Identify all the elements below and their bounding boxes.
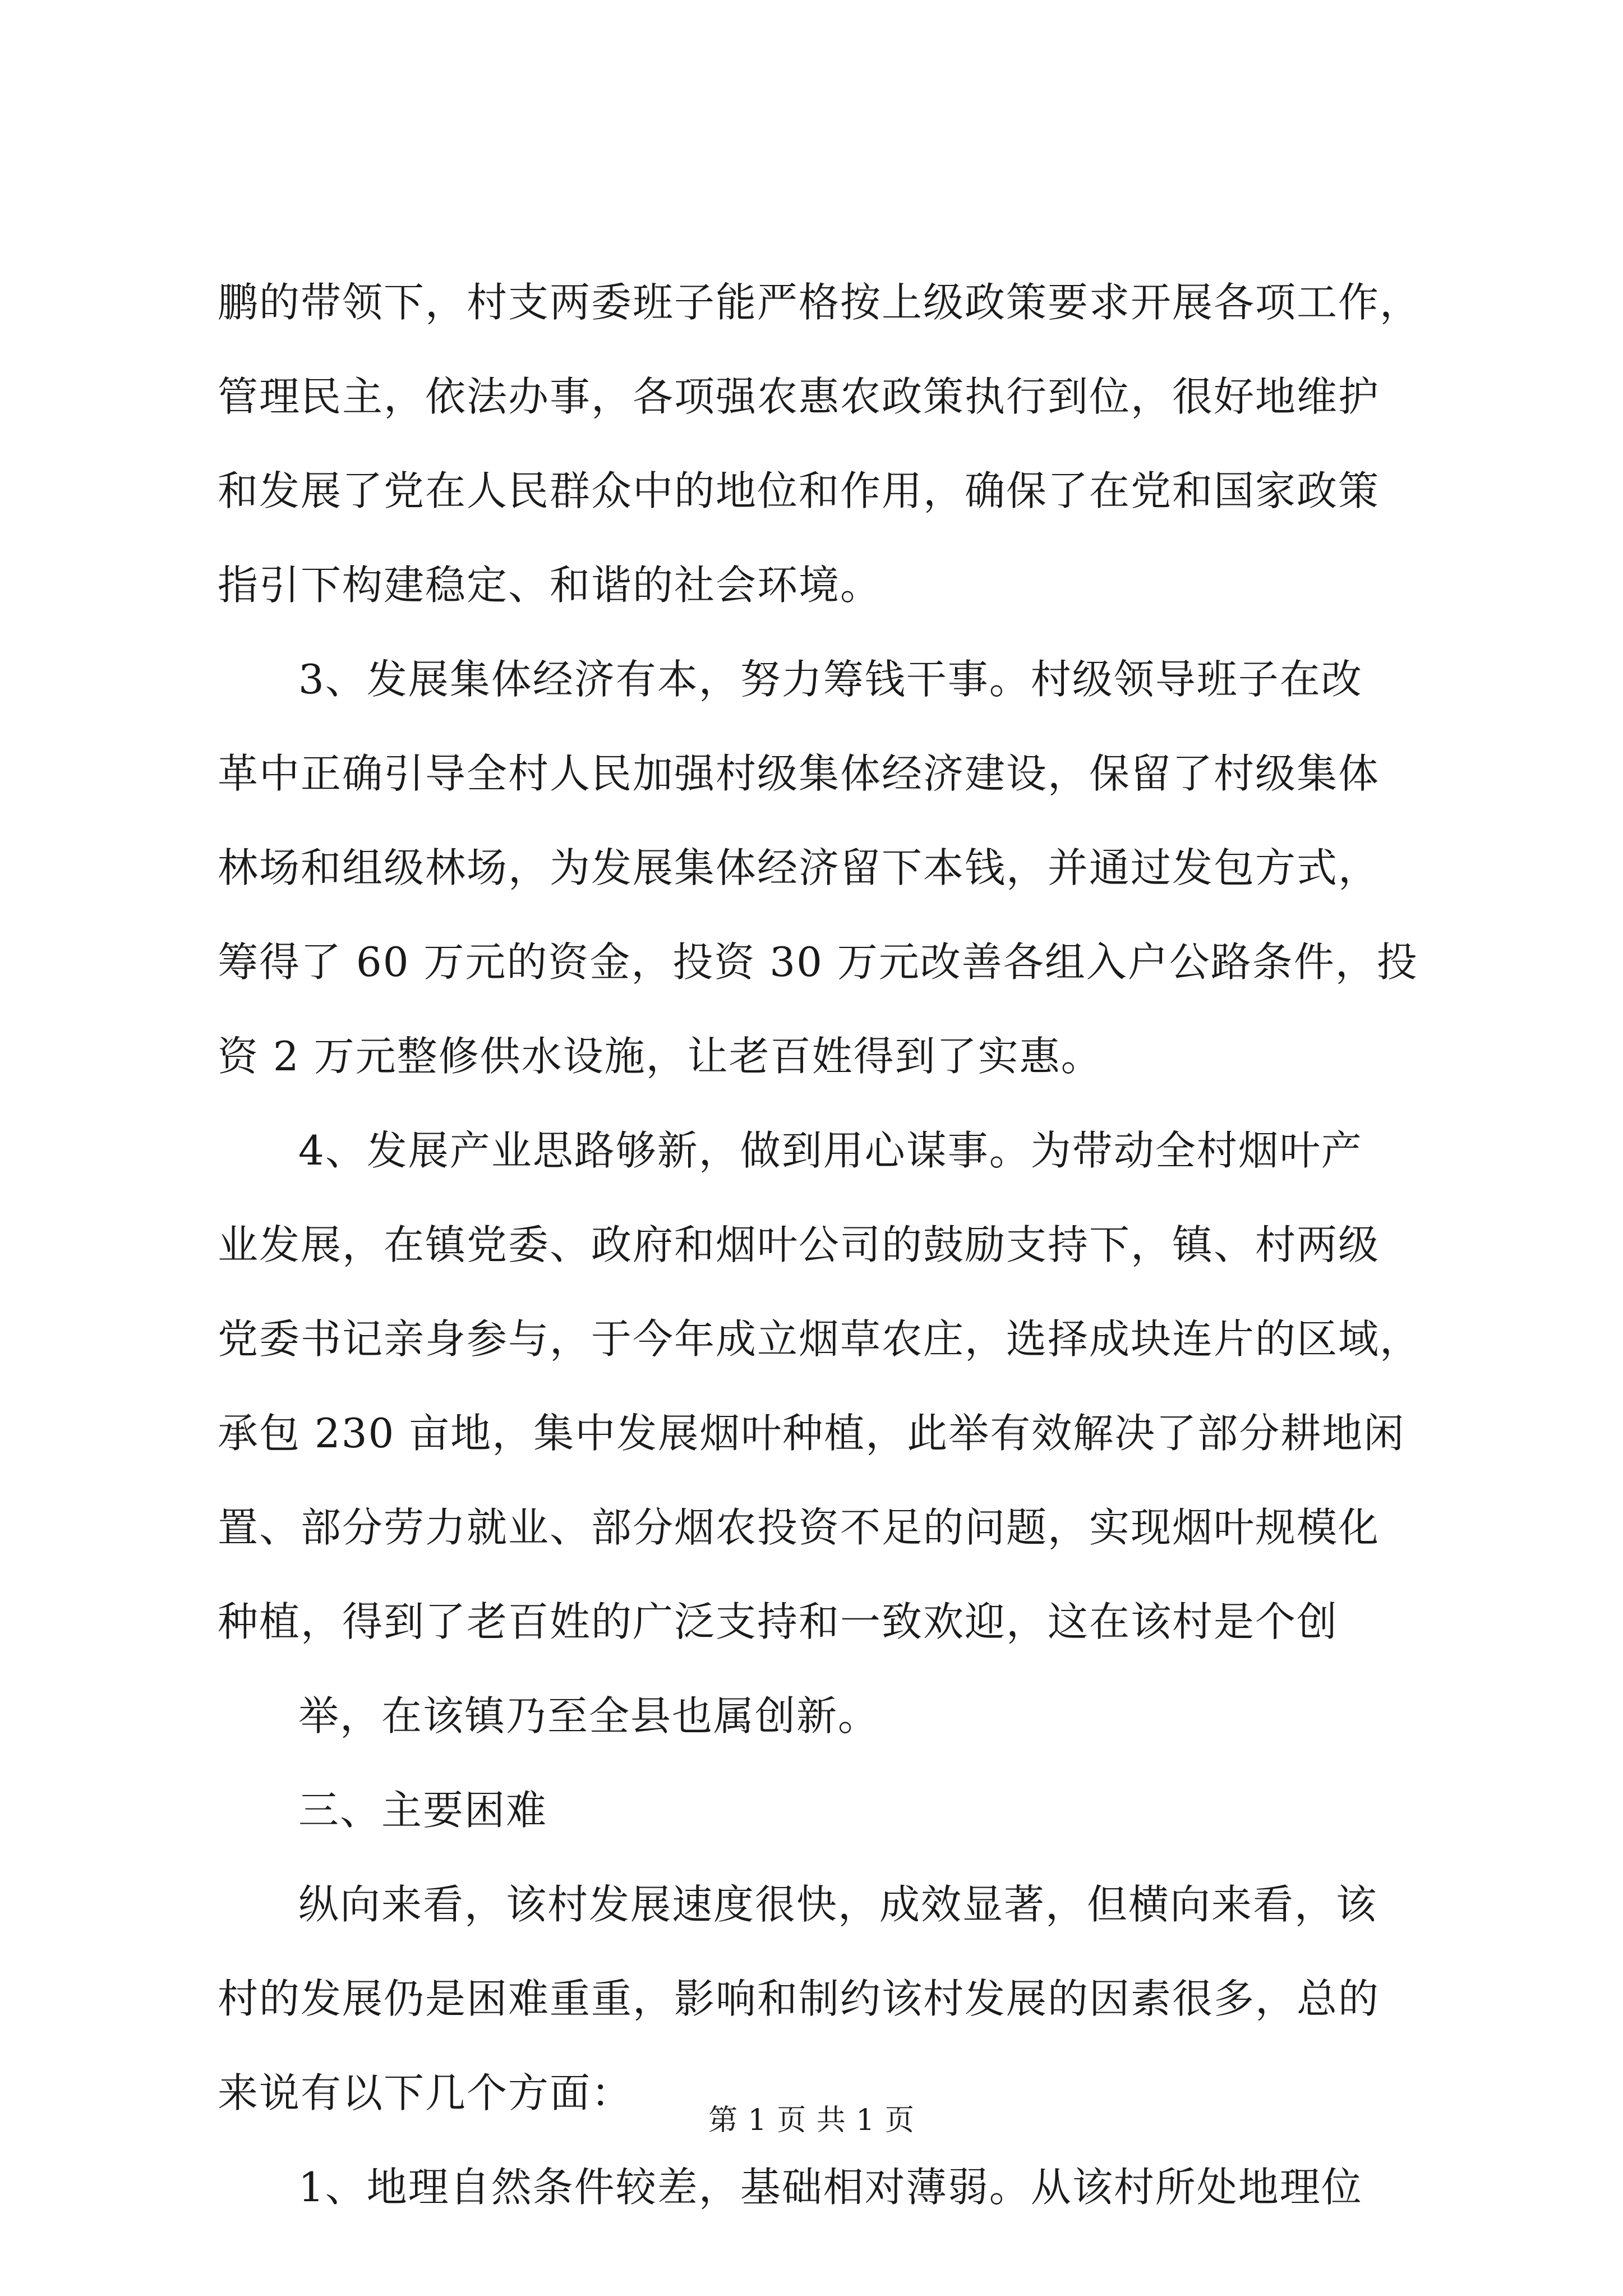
text-line: 革中正确引导全村人民加强村级集体经济建设，保留了村级集体 [218,750,1380,797]
text-line: 林场和组级林场，为发展集体经济留下本钱，并通过发包方式， [218,844,1380,891]
text-line: 业发展，在镇党委、政府和烟叶公司的鼓励支持下，镇、村两级 [218,1221,1380,1268]
text-line: 和发展了党在人民群众中的地位和作用，确保了在党和国家政策 [218,467,1380,514]
text-line: 来说有以下几个方面： [218,2069,633,2116]
text-line: 举，在该镇乃至全县也属创新。 [298,1692,880,1740]
text-line: 4、发展产业思路够新，做到用心谋事。为带动全村烟叶产 [298,1127,1363,1174]
text-line: 1、地理自然条件较差，基础相对薄弱。从该村所处地理位 [298,2164,1363,2211]
text-line: 村的发展仍是困难重重，影响和制约该村发展的因素很多，总的 [218,1975,1380,2022]
text-line: 指引下构建稳定、和谐的社会环境。 [218,562,882,609]
text-line: 筹得了 60 万元的资金，投资 30 万元改善各组入户公路条件，投 [218,938,1418,986]
text-line: 党委书记亲身参与，于今年成立烟草农庄，选择成块连片的区域， [218,1315,1422,1363]
text-line: 置、部分劳力就业、部分烟农投资不足的问题，实现烟叶规模化 [218,1504,1380,1551]
text-line: 鹏的带领下，村支两委班子能严格按上级政策要求开展各项工作， [218,279,1422,326]
text-line: 种植，得到了老百姓的广泛支持和一致欢迎，这在该村是个创 [218,1598,1339,1645]
text-line: 3、发展集体经济有本，努力筹钱干事。村级领导班子在改 [298,656,1363,703]
section-heading: 三、主要困难 [298,1787,548,1834]
page-footer: 第 1 页 共 1 页 [708,2104,915,2137]
text-line: 资 2 万元整修供水设施，让老百姓得到了实惠。 [218,1033,1103,1080]
text-line: 承包 230 亩地，集中发展烟叶种植，此举有效解决了部分耕地闲 [218,1410,1405,1457]
document-body [218,255,1423,2234]
text-line: 纵向来看，该村发展速度很快，成效显著，但横向来看，该 [298,1881,1378,1928]
text-line: 管理民主，依法办事，各项强农惠农政策执行到位，很好地维护 [218,373,1380,420]
